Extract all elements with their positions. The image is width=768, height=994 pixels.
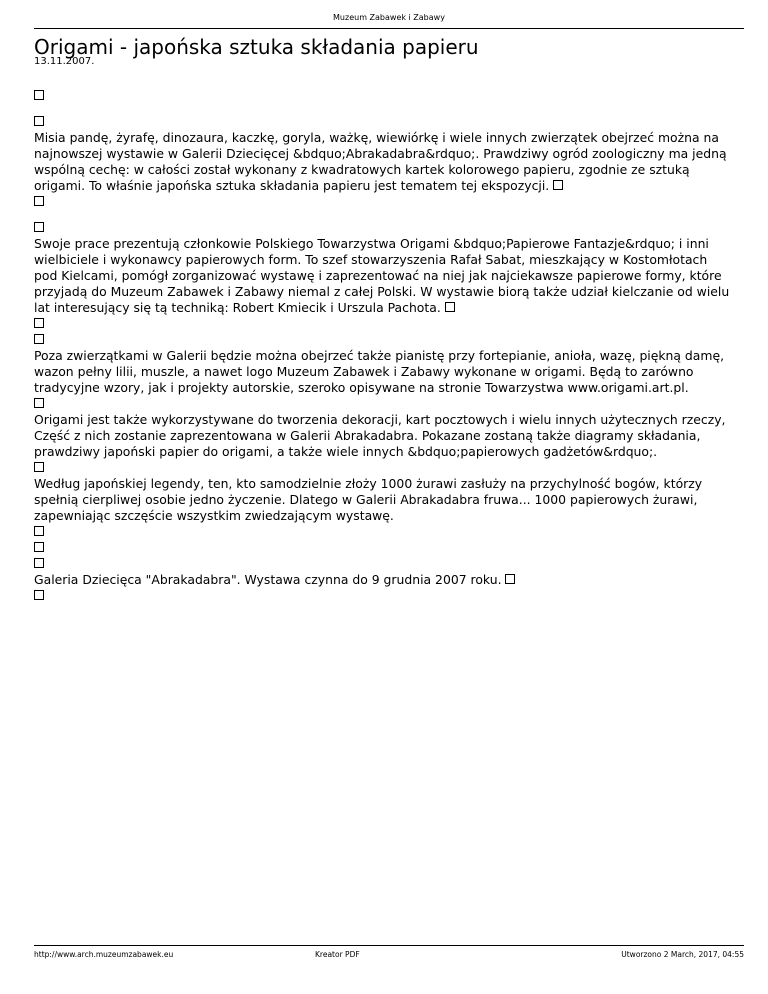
footer-created: Utworzono 2 March, 2017, 04:55	[621, 950, 744, 959]
footer-generator: Kreator PDF	[315, 950, 360, 959]
footer-url: http://www.arch.muzeumzabawek.eu	[34, 950, 174, 959]
missing-glyph-icon	[553, 180, 563, 190]
missing-glyph-icon	[505, 574, 515, 584]
article-title: Origami - japońska sztuka składania papieru	[34, 35, 479, 59]
article	[34, 34, 734, 604]
site-name: Muzeum Zabawek i Zabawy	[333, 13, 445, 22]
missing-glyph-icon	[34, 222, 44, 232]
paragraph-text: Swoje prace prezentują członkowie Polskiego Towarzystwa Origami &bdquo;Papierowe Fantazje&rdquo; i inni wielbiciele i wykonawcy papierowych form. To szef stowarzyszenia Rafał Sabat, mieszkający w Kostomłotach pod Kielcami, pomógł zorganizować wystawę i zaprezentować na niej jak najciekawsze papierowe formy, które przyjadą do Muzeum Zabawek i Zabawy niemal z całej Polski. W wystawie biorą także udział kielczanie od wielu lat interesujący się tą techniką: Robert Kmiecik i Urszula Pachota.	[34, 236, 730, 315]
article-body	[34, 78, 734, 604]
missing-glyph-icon	[34, 590, 44, 600]
missing-glyph-icon	[34, 398, 44, 408]
missing-glyph-icon	[34, 334, 44, 344]
paragraph	[34, 412, 734, 460]
paragraph-text: Galeria Dziecięca "Abrakadabra". Wystawa czynna do 9 grudnia 2007 roku.	[34, 572, 502, 587]
missing-glyph-icon	[34, 462, 44, 472]
paragraph	[34, 348, 734, 396]
paragraph	[34, 476, 734, 524]
missing-glyph-icon	[34, 542, 44, 552]
missing-glyph-icon	[34, 318, 44, 328]
missing-glyph-icon	[34, 526, 44, 536]
page-footer	[34, 945, 744, 962]
missing-glyph-icon	[445, 302, 455, 312]
missing-glyph-icon	[34, 116, 44, 126]
paragraph-text: Poza zwierzątkami w Galerii będzie można obejrzeć także pianistę przy fortepianie, anioła, wazę, piękną damę, wazon pełny lilii, muszle, a nawet logo Muzeum Zabawek i Zabawy wykonane w origami. Będą to zarówno tradycyjne wzory, jak i projekty autorskie, szeroko opisywane na stronie Towarzystwa www.origami.art.pl.	[34, 348, 725, 395]
paragraph-text: Origami jest także wykorzystywane do tworzenia dekoracji, kart pocztowych i wielu innych użytecznych rzeczy, Część z nich zostanie zaprezentowana w Galerii Abrakadabra. Pokazane zostaną także diagramy składania, prawdziwy japoński papier do origami, a także wiele innych &bdquo;papierowych gadżetów&rdquo;.	[34, 412, 726, 459]
paragraph	[34, 236, 734, 316]
missing-glyph-icon	[34, 196, 44, 206]
paragraph	[34, 130, 734, 194]
paragraph-text: Według japońskiej legendy, ten, kto samodzielnie złoży 1000 żurawi zasłuży na przychylność bogów, którzy spełnią cierpliwej osobie jedno życzenie. Dlatego w Galerii Abrakadabra fruwa... 1000 papierowych żurawi, zapewniając szczęście wszystkim zwiedzającym wystawę.	[34, 476, 703, 523]
missing-glyph-icon	[34, 90, 44, 100]
paragraph-text: Misia pandę, żyrafę, dinozaura, kaczkę, goryla, ważkę, wiewiórkę i wiele innych zwierzątek obejrzeć można na najnowszej wystawie w Galerii Dziecięcej &bdquo;Abrakadabra&rdquo;. Prawdziwy ogród zoologiczny ma jedną wspólną cechę: w całości został wykonany z kwadratowych kartek kolorowego papieru, zgodnie ze sztuką origami. To właśnie japońska sztuka składania papieru jest tematem tej ekspozycji.	[34, 130, 727, 193]
page-header	[34, 10, 744, 29]
article-date: 13.11.2007.	[34, 56, 95, 67]
missing-glyph-icon	[34, 558, 44, 568]
paragraph	[34, 572, 734, 588]
